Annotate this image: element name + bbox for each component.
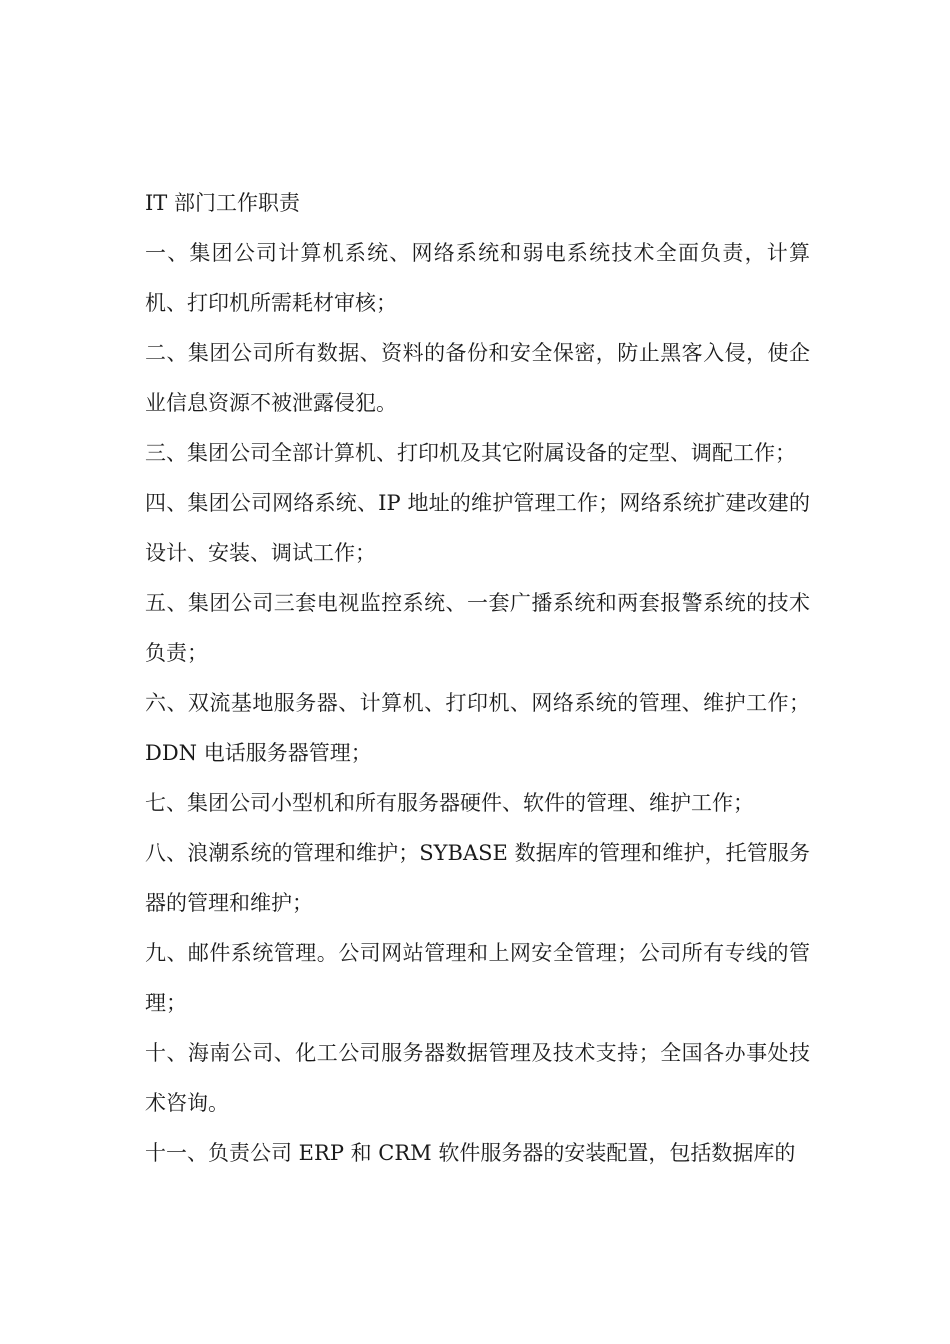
document-title: IT 部门工作职责 [145,191,300,215]
duty-item-5: 五、集团公司三套电视监控系统、一套广播系统和两套报警系统的技术负责； [145,591,810,665]
duty-item-2: 二、集团公司所有数据、资料的备份和安全保密，防止黑客入侵，使企业信息资源不被泄露侵犯。 [145,341,810,415]
duty-item-6: 六、双流基地服务器、计算机、打印机、网络系统的管理、维护工作；DDN 电话服务器管理； [145,691,810,765]
duty-item-4: 四、集团公司网络系统、IP 地址的维护管理工作；网络系统扩建改建的设计、安装、调试工作； [145,491,810,565]
document-body [145,178,810,1178]
duty-item-10: 十、海南公司、化工公司服务器数据管理及技术支持；全国各办事处技术咨询。 [145,1041,810,1115]
duty-item-8: 八、浪潮系统的管理和维护；SYBASE 数据库的管理和维护，托管服务器的管理和维护； [145,841,810,915]
duty-item-1: 一、集团公司计算机系统、网络系统和弱电系统技术全面负责，计算机、打印机所需耗材审核； [145,241,810,315]
duty-item-3: 三、集团公司全部计算机、打印机及其它附属设备的定型、调配工作； [145,441,796,465]
duty-item-9: 九、邮件系统管理。公司网站管理和上网安全管理；公司所有专线的管理； [145,941,810,1015]
duty-item-7: 七、集团公司小型机和所有服务器硬件、软件的管理、维护工作； [145,791,754,815]
duty-item-11: 十一、负责公司 ERP 和 CRM 软件服务器的安装配置，包括数据库的 [145,1141,796,1165]
